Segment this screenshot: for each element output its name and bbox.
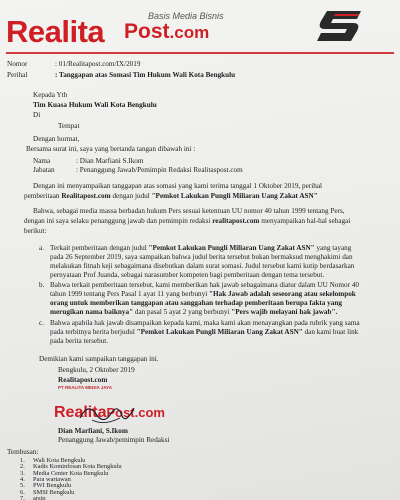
point-a-line-2: pada 26 September 2019, saya sampaikan bahwa judul berita tersebut bukan bermaksud menghakimi dan <box>50 253 353 261</box>
cc-item-number: 3. <box>20 470 25 477</box>
point-c-line-3: pada berita tersebut. <box>50 337 109 345</box>
p1-site-name: Realitapost.com <box>61 192 111 200</box>
paragraph-2-line-2 <box>24 218 350 225</box>
nomor-value: : 01/Realitapost.com/IX/2019 <box>55 60 141 68</box>
p2-text-a: dengan ini saya selaku penanggung jawab dan pemimpin redaksi <box>24 217 213 225</box>
point-c-line-2 <box>50 329 358 336</box>
brand-emblem-icon <box>313 5 365 45</box>
company-stamp: PT REALITA MEDIA JAYA <box>58 385 113 390</box>
point-c-line-1: Bahwa apabila hak jawab disampaikan kepada kami, maka kami akan menayangkan pada rubrik yang sama <box>50 319 360 327</box>
brand-logo-suffix: .com <box>169 23 210 42</box>
signatory-role: Penanggung Jawab/pemimpin Redaksi <box>58 436 170 444</box>
point-b-quote-a: "Hak Jawab adalah seseorang atau sekelompok <box>209 290 356 298</box>
paragraph-2-line-1: Bahwa, sebagai media massa berbadan hukum Pers sesuai ketentuan UU nomor 40 tahun 1999 tentang Pers, <box>33 207 345 215</box>
point-a-text-a: Terkait pemberitaan dengan judul <box>50 244 149 252</box>
point-a-marker: a. <box>39 244 44 252</box>
point-b-line-3: orang untuk memberikan tanggapan atau sanggahan terhadap pemberitaan berupa fakta yang <box>50 299 342 307</box>
point-a-text-c: yang tayang <box>314 244 352 252</box>
point-b-text-b: dan pasal 5 ayat 2 yang berbunyi <box>133 308 232 316</box>
point-a-line-1 <box>50 245 351 252</box>
point-a-line-4: pernyataan Prof Juanda, sebagai narasumber kompeten bagi pemberitaan dengan tema tersebut. <box>50 271 325 279</box>
point-b-line-2 <box>50 291 356 298</box>
sig-logo-post-word: Post <box>106 405 135 420</box>
point-c-text-c: dan kami buat link <box>302 328 359 336</box>
cc-item: Para wartawan <box>33 476 71 483</box>
cc-item: SMSI Bengkulu <box>33 489 75 496</box>
closing-sentence: Demikian kami sampaikan tanggapan ini. <box>39 355 159 363</box>
perihal-value: : Tanggapan atas Somasi Tim Hukum Wali Kota Bengkulu <box>55 71 236 79</box>
cc-item-number: 7. <box>20 495 25 500</box>
cc-label: Tembusan: <box>7 448 39 456</box>
point-b-line-4 <box>50 309 337 316</box>
header-divider <box>6 52 394 54</box>
address-line-3: Di <box>33 111 41 119</box>
address-line-2: Tim Kuasa Hukum Wali Kota Bengkulu <box>33 101 157 109</box>
point-b-quote-b: "Pers wajib melayani hak jawab". <box>231 308 338 316</box>
point-b-line-1: Bahwa terkait pemberitaan tersebut, kami memberikan hak jawab sebagaimana diatur dalam UU Nomor 40 <box>50 281 359 289</box>
place-date: Bengkulu, 2 Oktober 2019 <box>58 366 135 374</box>
address-line-1: Kepada Yth <box>33 91 68 99</box>
signatory-name: Dian Marfiani, S.Ikom <box>58 427 128 435</box>
paragraph-1-line-2 <box>24 193 318 200</box>
handwritten-signature <box>74 398 144 430</box>
p2-text-c: menyampaikan hal-hal sebagai <box>259 217 351 225</box>
jabatan-label: Jabatan <box>33 166 55 174</box>
salutation: Dengan hormat, <box>33 135 80 143</box>
cc-item: Kadis Kominfosan Kota Bengkulu <box>33 463 122 470</box>
jabatan-value: : Penanggung Jawab/Pemimpin Redaksi Realitaspost.com <box>76 166 243 174</box>
point-a-line-3: melakukan fitnah keji sebagaimana disebutkan dalam surat somasi. Judul tersebut kami kutip berdasarkan <box>50 262 355 270</box>
cc-item: Wali Kota Bengkulu <box>33 457 86 464</box>
brand-logo-post-word: Post <box>124 20 170 43</box>
brand-logo-realita: Realita <box>6 14 105 49</box>
signatory-org: Realitapost.com <box>58 376 108 384</box>
p1-article-title: "Pemkot Lakukan Pungli Miliaran Uang Zakat ASN" <box>151 192 318 200</box>
cc-item-number: 5. <box>20 482 25 489</box>
cc-item: PWI Bengkulu <box>33 482 72 489</box>
address-line-4: Tempat <box>58 122 80 130</box>
point-b-marker: b. <box>39 281 45 289</box>
p2-site-name: realitapost.com <box>212 217 260 225</box>
cc-item-number: 6. <box>20 489 25 496</box>
cc-item-number: 1. <box>20 457 25 464</box>
sig-logo-suffix: .com <box>134 405 165 420</box>
paragraph-1-line-1: Dengan ini menyampaikan tanggapan atas somasi yang kami terima tanggal 1 Oktober 2019, perihal <box>33 182 323 190</box>
p1-text-a: pemberitaan <box>24 192 62 200</box>
nama-label: Nama <box>33 157 51 165</box>
point-c-title: "Pemkot Lakukan Pungli Miliaran Uang Zakat ASN" <box>136 328 303 336</box>
brand-tagline: Basis Media Bisnis <box>148 11 224 21</box>
intro-sentence: Bersama surat ini, saya yang bertanda tangan dibawah ini : <box>26 145 196 153</box>
brand-logo-post <box>124 20 209 44</box>
point-c-text-a: pada terbitnya berita berjudul <box>50 328 137 336</box>
nama-value: : Dian Marfiani S.Ikom <box>76 157 144 165</box>
sig-logo-realita: Realita <box>54 404 107 421</box>
letterhead <box>0 0 400 62</box>
cc-item: arsip <box>33 495 46 500</box>
paragraph-2-line-3: berikut: <box>24 227 47 235</box>
point-b-quote-end: merugikan nama baiknya" <box>50 308 134 316</box>
cc-item-number: 4. <box>20 476 25 483</box>
point-b-text-a: tahun 1999 tentang Pers Pasal 1 ayat 11 yang berbunyi <box>50 290 210 298</box>
point-c-marker: c. <box>39 319 44 327</box>
nomor-label: Nomor <box>7 60 28 68</box>
point-a-title: "Pemkot Lakukan Pungli Miliaran Uang Zakat ASN" <box>148 244 315 252</box>
p1-text-c: dengan judul <box>110 192 152 200</box>
perihal-label: Perihal <box>7 71 28 79</box>
cc-item-number: 2. <box>20 463 25 470</box>
cc-item: Media Center Kota Bengkulu <box>33 470 109 477</box>
